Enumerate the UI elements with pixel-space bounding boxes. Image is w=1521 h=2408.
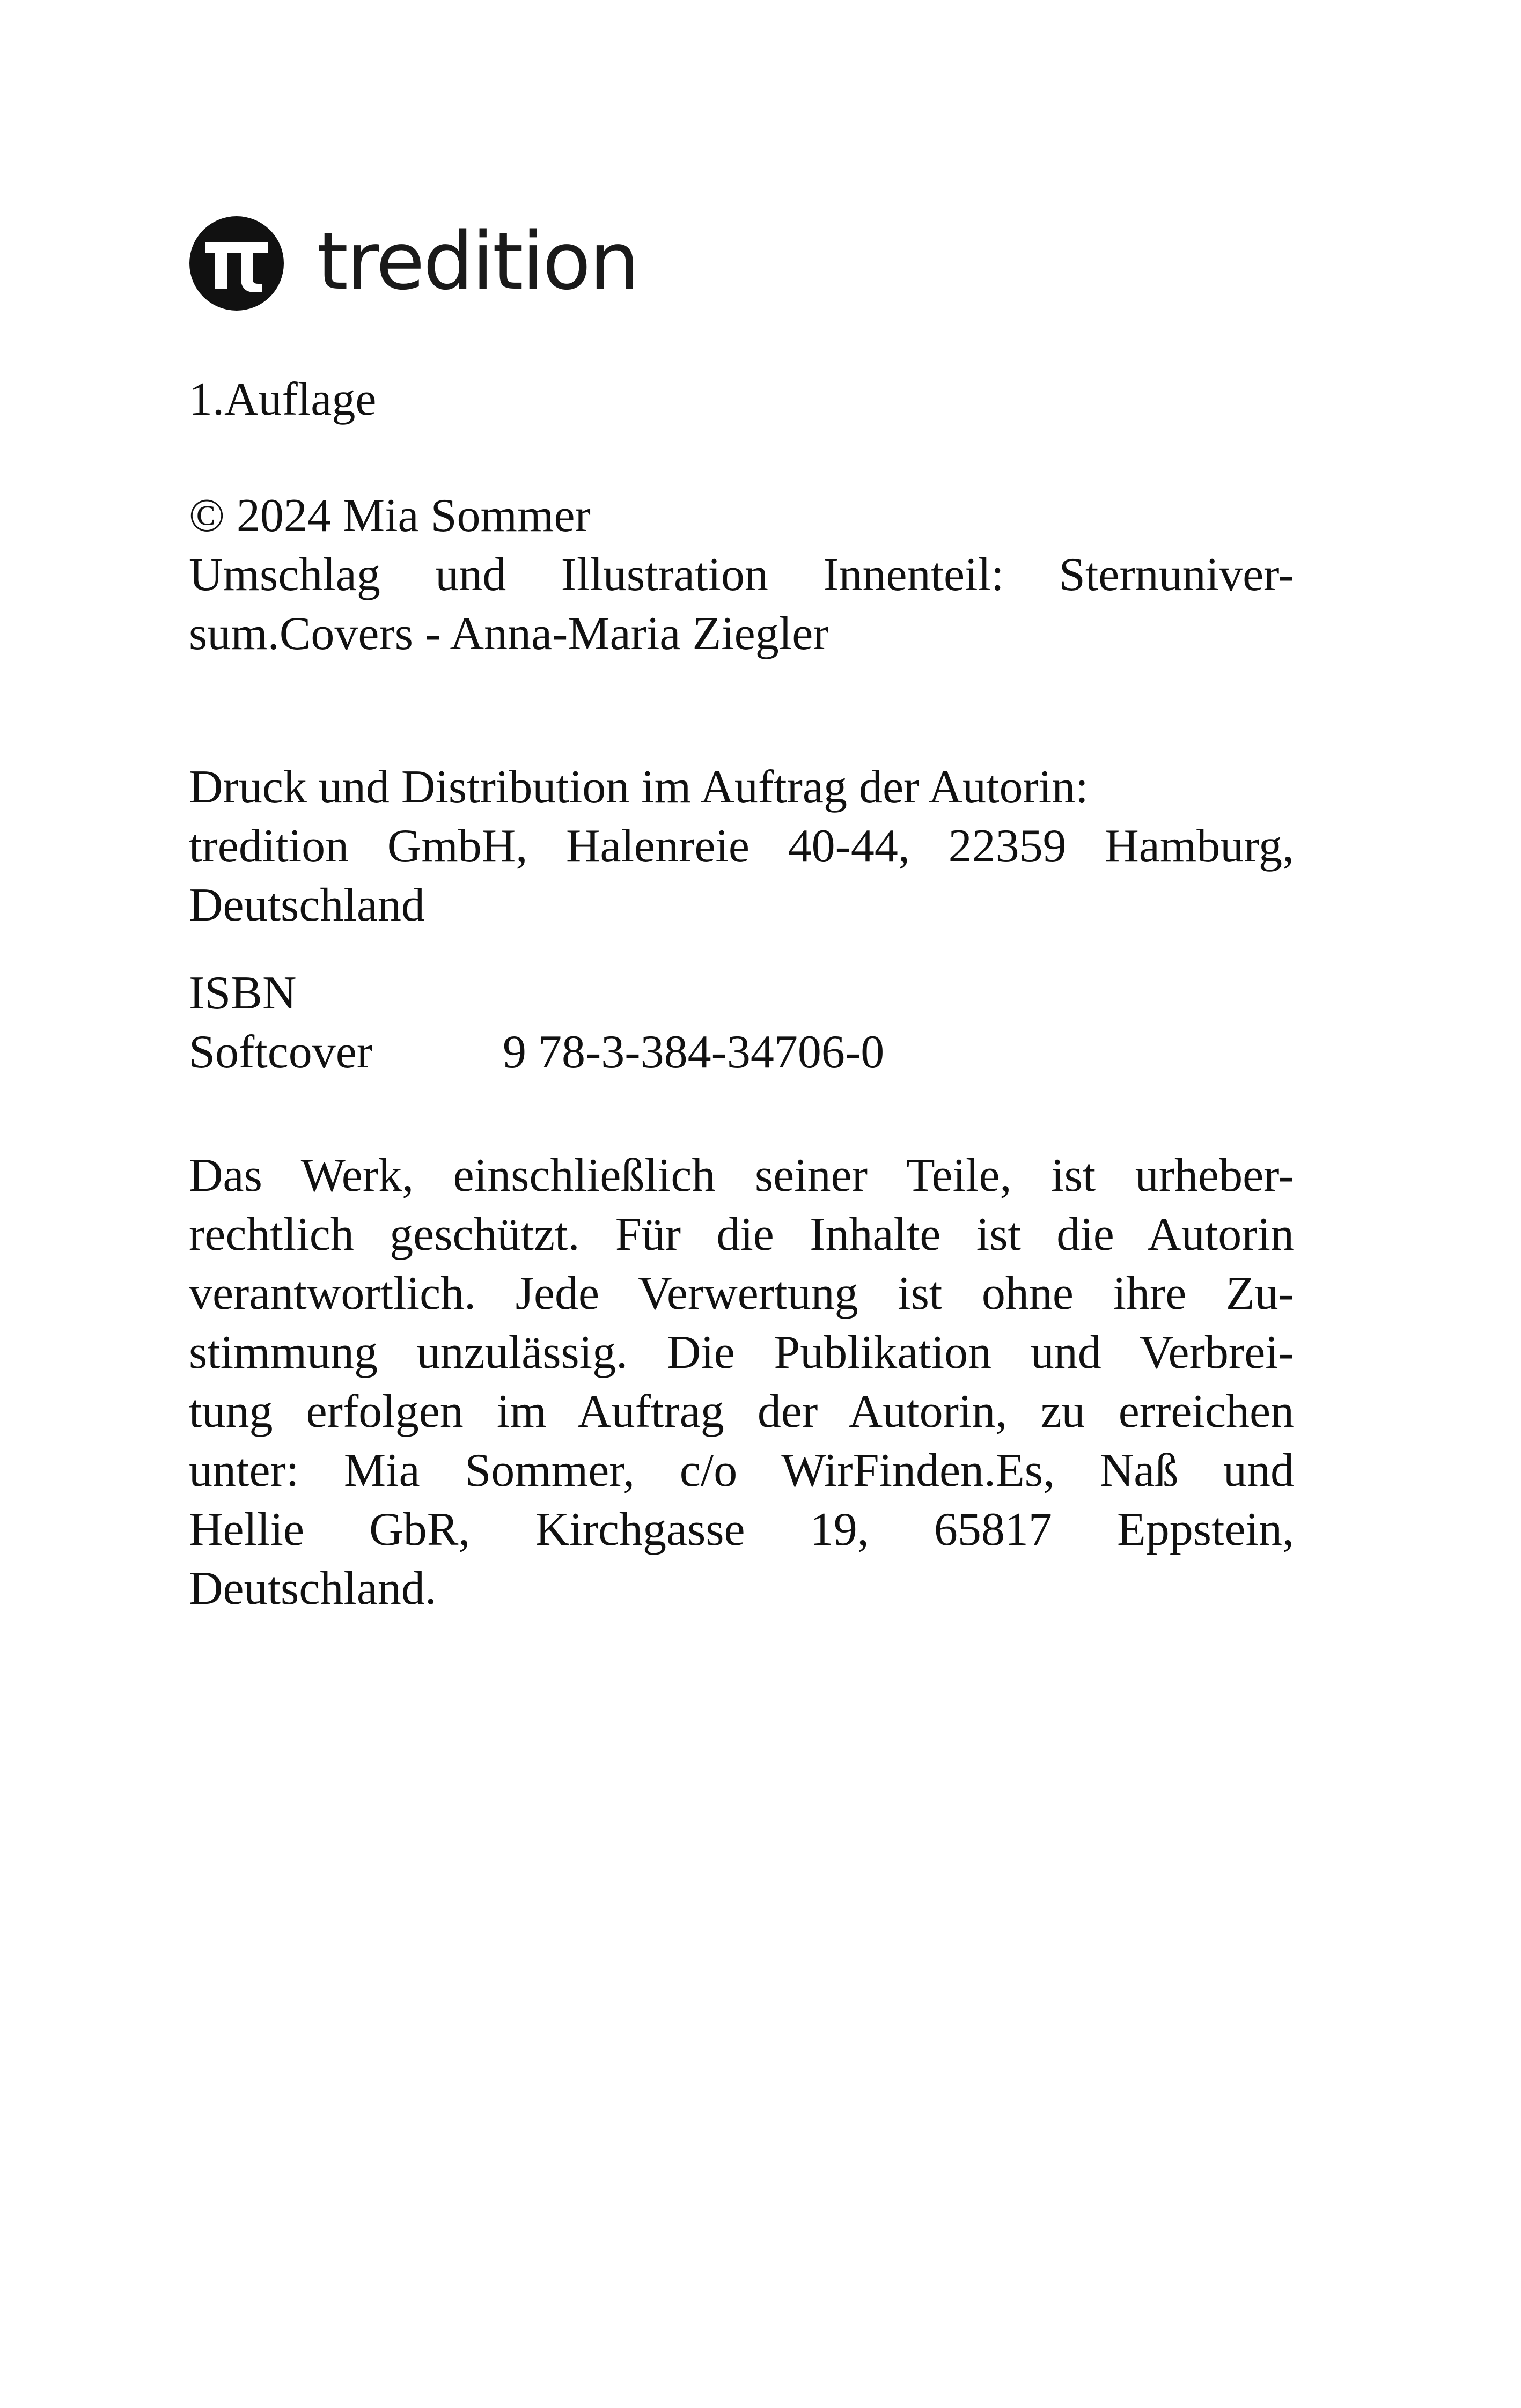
legal-line: rechtlich geschützt. Für die Inhalte ist die Autorin [189, 1209, 1294, 1261]
edition: 1.Auflage [189, 373, 377, 425]
publisher-name: tredition [317, 215, 638, 307]
cover-credit-line-2: sum.Covers - Anna-Maria Ziegler [189, 608, 829, 660]
publisher-logo [189, 213, 638, 313]
legal-line: verantwortlich. Jede Verwertung ist ohne ihre Zu- [189, 1268, 1294, 1320]
isbn-number: 9 78-3-384-34706-0 [503, 1026, 885, 1078]
isbn-format-label: Softcover [189, 1026, 373, 1078]
copyright-line: © 2024 Mia Sommer [189, 490, 591, 542]
tredition-t-icon [189, 216, 284, 311]
printing-line-1: Druck und Distribution im Auftrag der Autorin: [189, 761, 1089, 813]
legal-line: tung erfolgen im Auftrag der Autorin, zu erreichen [189, 1386, 1294, 1438]
printing-line-2: tredition GmbH, Halenreie 40-44, 22359 Hamburg, [189, 820, 1294, 872]
isbn-block [189, 964, 1294, 1082]
printing-block [189, 758, 1294, 935]
legal-line: Hellie GbR, Kirchgasse 19, 65817 Eppstein, [189, 1504, 1294, 1556]
printing-line-3: Deutschland [189, 879, 425, 931]
legal-line: Deutschland. [189, 1563, 437, 1615]
cover-credit-line-1: Umschlag und Illustration Innenteil: Sternuniver- [189, 549, 1294, 601]
legal-notice [189, 1146, 1294, 1618]
legal-line: stimmung unzulässig. Die Publikation und Verbrei- [189, 1327, 1294, 1379]
isbn-heading: ISBN [189, 967, 297, 1019]
isbn-row [189, 1023, 1294, 1082]
legal-line: Das Werk, einschließlich seiner Teile, ist urheber- [189, 1150, 1294, 1202]
copyright-block [189, 487, 1294, 664]
legal-line: unter: Mia Sommer, c/o WirFinden.Es, Naß und [189, 1445, 1294, 1497]
